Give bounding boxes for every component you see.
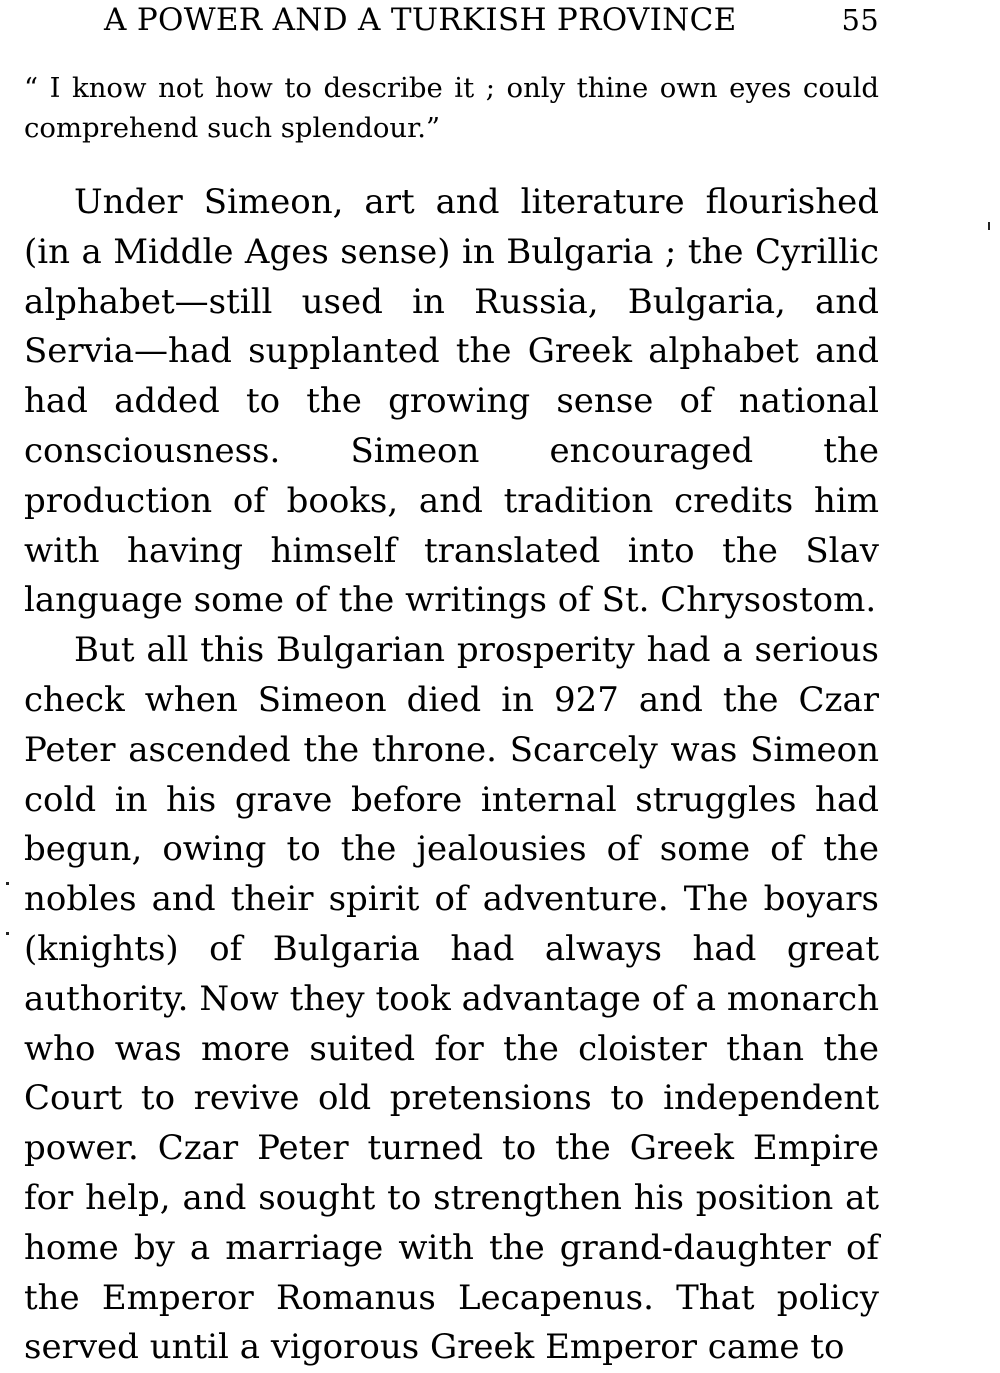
scan-speck bbox=[6, 882, 9, 885]
running-title: A POWER AND A TURKISH PROVINCE bbox=[104, 2, 737, 38]
paragraph-2: But all this Bulgarian prosperity had a serious check when Simeon died in 927 and the Czar Peter ascended the throne. Scarcely was Simeon cold in his grave before internal struggles had begun, owing to the jealousies of some of the nobles and their spirit of adventure. The boyars (knights) of Bulgaria had always had great authority. Now they took advantage of a monarch who was more suited for the cloister than the Court to revive old pretensions to independent power. Czar Peter turned to the Greek Empire for help, and sought to strengthen his position at home by a marriage with the grand-daughter of the Emperor Romanus Lecapenus. That policy served until a vigorous Greek Emperor came to bbox=[24, 630, 879, 1368]
scan-speck bbox=[988, 222, 990, 230]
block-quote bbox=[24, 68, 879, 148]
quote-text: “ I know not how to describe it ; only thine own eyes could comprehend such splendour.” bbox=[24, 72, 879, 144]
running-header bbox=[24, 2, 879, 44]
scan-speck bbox=[6, 932, 9, 935]
page-number: 55 bbox=[841, 3, 879, 37]
paragraph-1: Under Simeon, art and literature flourished (in a Middle Ages sense) in Bulgaria ; the Cyrillic alphabet—still used in Russia, Bulgaria, and Servia—had supplanted the Greek alphabet and had added to the growing sense of national consciousness. Simeon encouraged the production of books, and tradition credits him with having himself translated into the Slav language some of the writings of St. Chrysostom. bbox=[24, 182, 879, 621]
body-text bbox=[24, 178, 879, 1373]
book-page bbox=[24, 0, 879, 1373]
